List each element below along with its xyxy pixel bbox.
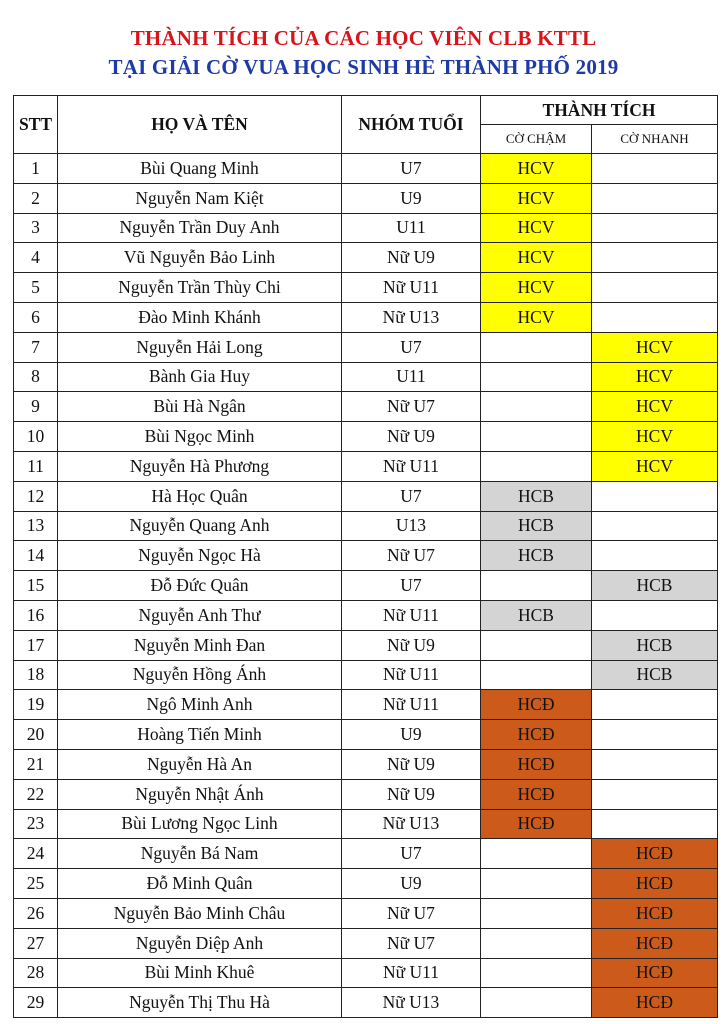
cell-fast-chess-medal	[592, 600, 718, 630]
cell-stt: 7	[14, 332, 58, 362]
cell-fast-chess-medal	[592, 481, 718, 511]
cell-fast-chess-medal	[592, 541, 718, 571]
table-row	[14, 392, 718, 422]
cell-slow-chess-medal: HCĐ	[481, 720, 592, 750]
cell-name: Nguyễn Hà An	[58, 749, 342, 779]
table-row	[14, 154, 718, 184]
cell-fast-chess-medal: HCV	[592, 392, 718, 422]
cell-name: Bùi Ngọc Minh	[58, 422, 342, 452]
cell-stt: 22	[14, 779, 58, 809]
cell-age-group: U9	[342, 720, 481, 750]
table-body	[14, 154, 718, 1018]
cell-age-group: Nữ U9	[342, 243, 481, 273]
cell-age-group: Nữ U11	[342, 660, 481, 690]
table-row	[14, 332, 718, 362]
cell-stt: 9	[14, 392, 58, 422]
cell-age-group: Nữ U11	[342, 958, 481, 988]
cell-name: Nguyễn Diệp Anh	[58, 928, 342, 958]
cell-slow-chess-medal	[481, 332, 592, 362]
table-row	[14, 690, 718, 720]
cell-slow-chess-medal	[481, 660, 592, 690]
cell-fast-chess-medal: HCĐ	[592, 988, 718, 1018]
cell-stt: 2	[14, 183, 58, 213]
cell-slow-chess-medal: HCB	[481, 481, 592, 511]
cell-name: Nguyễn Minh Đan	[58, 630, 342, 660]
cell-age-group: Nữ U7	[342, 541, 481, 571]
cell-name: Bành Gia Huy	[58, 362, 342, 392]
cell-age-group: U9	[342, 869, 481, 899]
cell-name: Nguyễn Quang Anh	[58, 511, 342, 541]
header-achievement: THÀNH TÍCH	[481, 96, 718, 125]
cell-slow-chess-medal: HCV	[481, 154, 592, 184]
cell-name: Đỗ Minh Quân	[58, 869, 342, 899]
cell-fast-chess-medal: HCĐ	[592, 928, 718, 958]
table-row	[14, 779, 718, 809]
cell-slow-chess-medal: HCB	[481, 511, 592, 541]
cell-age-group: Nữ U9	[342, 630, 481, 660]
cell-stt: 28	[14, 958, 58, 988]
cell-age-group: U7	[342, 481, 481, 511]
table-row	[14, 183, 718, 213]
table-row	[14, 362, 718, 392]
cell-age-group: U7	[342, 571, 481, 601]
cell-stt: 4	[14, 243, 58, 273]
cell-stt: 8	[14, 362, 58, 392]
table-row	[14, 869, 718, 899]
title-line-2: TẠI GIẢI CỜ VUA HỌC SINH HÈ THÀNH PHỐ 2019	[108, 55, 619, 79]
cell-slow-chess-medal: HCĐ	[481, 690, 592, 720]
cell-slow-chess-medal	[481, 422, 592, 452]
cell-stt: 29	[14, 988, 58, 1018]
table-row	[14, 839, 718, 869]
cell-age-group: U7	[342, 332, 481, 362]
table-row	[14, 898, 718, 928]
cell-age-group: Nữ U9	[342, 779, 481, 809]
table-row	[14, 511, 718, 541]
cell-fast-chess-medal: HCĐ	[592, 958, 718, 988]
cell-slow-chess-medal	[481, 869, 592, 899]
cell-slow-chess-medal	[481, 898, 592, 928]
cell-fast-chess-medal	[592, 690, 718, 720]
cell-slow-chess-medal: HCV	[481, 273, 592, 303]
cell-slow-chess-medal: HCV	[481, 302, 592, 332]
table-row	[14, 541, 718, 571]
cell-stt: 5	[14, 273, 58, 303]
cell-stt: 3	[14, 213, 58, 243]
cell-fast-chess-medal	[592, 183, 718, 213]
cell-fast-chess-medal: HCV	[592, 422, 718, 452]
cell-slow-chess-medal	[481, 392, 592, 422]
cell-age-group: Nữ U7	[342, 928, 481, 958]
cell-name: Vũ Nguyễn Bảo Linh	[58, 243, 342, 273]
cell-fast-chess-medal	[592, 720, 718, 750]
table-row	[14, 213, 718, 243]
cell-slow-chess-medal: HCĐ	[481, 749, 592, 779]
cell-stt: 21	[14, 749, 58, 779]
cell-age-group: U11	[342, 362, 481, 392]
cell-stt: 6	[14, 302, 58, 332]
cell-name: Nguyễn Trần Thùy Chi	[58, 273, 342, 303]
cell-fast-chess-medal	[592, 273, 718, 303]
cell-fast-chess-medal	[592, 511, 718, 541]
header-name: HỌ VÀ TÊN	[58, 96, 342, 154]
cell-name: Đào Minh Khánh	[58, 302, 342, 332]
cell-slow-chess-medal	[481, 928, 592, 958]
cell-stt: 11	[14, 451, 58, 481]
cell-name: Bùi Minh Khuê	[58, 958, 342, 988]
cell-age-group: U7	[342, 839, 481, 869]
cell-name: Nguyễn Ngọc Hà	[58, 541, 342, 571]
achievement-table	[13, 95, 718, 1018]
cell-fast-chess-medal: HCV	[592, 362, 718, 392]
cell-fast-chess-medal: HCB	[592, 660, 718, 690]
table-row	[14, 958, 718, 988]
cell-slow-chess-medal	[481, 451, 592, 481]
cell-age-group: U11	[342, 213, 481, 243]
table-row	[14, 749, 718, 779]
table-row	[14, 302, 718, 332]
cell-fast-chess-medal	[592, 809, 718, 839]
cell-fast-chess-medal	[592, 243, 718, 273]
cell-age-group: Nữ U11	[342, 690, 481, 720]
cell-age-group: Nữ U13	[342, 809, 481, 839]
cell-stt: 15	[14, 571, 58, 601]
cell-stt: 17	[14, 630, 58, 660]
header-fast-chess: CỜ NHANH	[592, 125, 718, 154]
cell-age-group: Nữ U7	[342, 392, 481, 422]
table-row	[14, 630, 718, 660]
cell-fast-chess-medal	[592, 779, 718, 809]
cell-name: Hoàng Tiến Minh	[58, 720, 342, 750]
cell-slow-chess-medal	[481, 988, 592, 1018]
cell-age-group: Nữ U11	[342, 273, 481, 303]
cell-age-group: Nữ U7	[342, 898, 481, 928]
cell-stt: 14	[14, 541, 58, 571]
cell-name: Ngô Minh Anh	[58, 690, 342, 720]
cell-stt: 23	[14, 809, 58, 839]
cell-slow-chess-medal: HCV	[481, 183, 592, 213]
cell-name: Nguyễn Bá Nam	[58, 839, 342, 869]
cell-fast-chess-medal	[592, 154, 718, 184]
cell-slow-chess-medal: HCB	[481, 600, 592, 630]
table-row	[14, 451, 718, 481]
cell-age-group: U13	[342, 511, 481, 541]
cell-stt: 24	[14, 839, 58, 869]
cell-slow-chess-medal: HCĐ	[481, 779, 592, 809]
cell-age-group: Nữ U13	[342, 302, 481, 332]
cell-stt: 27	[14, 928, 58, 958]
cell-name: Đỗ Đức Quân	[58, 571, 342, 601]
cell-fast-chess-medal: HCĐ	[592, 869, 718, 899]
cell-fast-chess-medal	[592, 749, 718, 779]
table-row	[14, 422, 718, 452]
header-slow-chess: CỜ CHẬM	[481, 125, 592, 154]
cell-name: Nguyễn Hồng Ánh	[58, 660, 342, 690]
cell-name: Nguyễn Nam Kiệt	[58, 183, 342, 213]
cell-stt: 16	[14, 600, 58, 630]
cell-stt: 10	[14, 422, 58, 452]
cell-slow-chess-medal	[481, 571, 592, 601]
cell-fast-chess-medal: HCĐ	[592, 839, 718, 869]
cell-stt: 13	[14, 511, 58, 541]
cell-slow-chess-medal: HCĐ	[481, 809, 592, 839]
cell-fast-chess-medal	[592, 302, 718, 332]
header-stt: STT	[14, 96, 58, 154]
cell-fast-chess-medal: HCV	[592, 451, 718, 481]
cell-name: Nguyễn Hà Phương	[58, 451, 342, 481]
table-row	[14, 600, 718, 630]
table-row	[14, 243, 718, 273]
cell-slow-chess-medal: HCV	[481, 213, 592, 243]
table-row	[14, 809, 718, 839]
cell-age-group: Nữ U11	[342, 451, 481, 481]
table-row	[14, 720, 718, 750]
cell-stt: 12	[14, 481, 58, 511]
header-age-group: NHÓM TUỔI	[342, 96, 481, 154]
table-row	[14, 481, 718, 511]
cell-slow-chess-medal: HCB	[481, 541, 592, 571]
cell-name: Bùi Lương Ngọc Linh	[58, 809, 342, 839]
cell-slow-chess-medal	[481, 958, 592, 988]
cell-name: Bùi Quang Minh	[58, 154, 342, 184]
cell-fast-chess-medal: HCB	[592, 571, 718, 601]
cell-fast-chess-medal: HCĐ	[592, 898, 718, 928]
cell-stt: 19	[14, 690, 58, 720]
cell-slow-chess-medal: HCV	[481, 243, 592, 273]
cell-age-group: Nữ U11	[342, 600, 481, 630]
cell-name: Nguyễn Thị Thu Hà	[58, 988, 342, 1018]
cell-stt: 25	[14, 869, 58, 899]
cell-stt: 20	[14, 720, 58, 750]
cell-stt: 1	[14, 154, 58, 184]
cell-fast-chess-medal: HCV	[592, 332, 718, 362]
cell-slow-chess-medal	[481, 362, 592, 392]
cell-stt: 18	[14, 660, 58, 690]
table-row	[14, 571, 718, 601]
cell-name: Nguyễn Bảo Minh Châu	[58, 898, 342, 928]
cell-name: Nguyễn Nhật Ánh	[58, 779, 342, 809]
cell-name: Nguyễn Anh Thư	[58, 600, 342, 630]
table-row	[14, 928, 718, 958]
table-row	[14, 988, 718, 1018]
cell-name: Hà Học Quân	[58, 481, 342, 511]
cell-name: Nguyễn Hải Long	[58, 332, 342, 362]
title-line-1: THÀNH TÍCH CỦA CÁC HỌC VIÊN CLB KTTL	[130, 26, 597, 50]
cell-age-group: Nữ U13	[342, 988, 481, 1018]
cell-slow-chess-medal	[481, 839, 592, 869]
cell-age-group: Nữ U9	[342, 749, 481, 779]
cell-name: Bùi Hà Ngân	[58, 392, 342, 422]
table-row	[14, 273, 718, 303]
cell-age-group: U7	[342, 154, 481, 184]
cell-age-group: U9	[342, 183, 481, 213]
cell-age-group: Nữ U9	[342, 422, 481, 452]
cell-fast-chess-medal	[592, 213, 718, 243]
cell-fast-chess-medal: HCB	[592, 630, 718, 660]
cell-name: Nguyễn Trần Duy Anh	[58, 213, 342, 243]
cell-slow-chess-medal	[481, 630, 592, 660]
cell-stt: 26	[14, 898, 58, 928]
table-row	[14, 660, 718, 690]
